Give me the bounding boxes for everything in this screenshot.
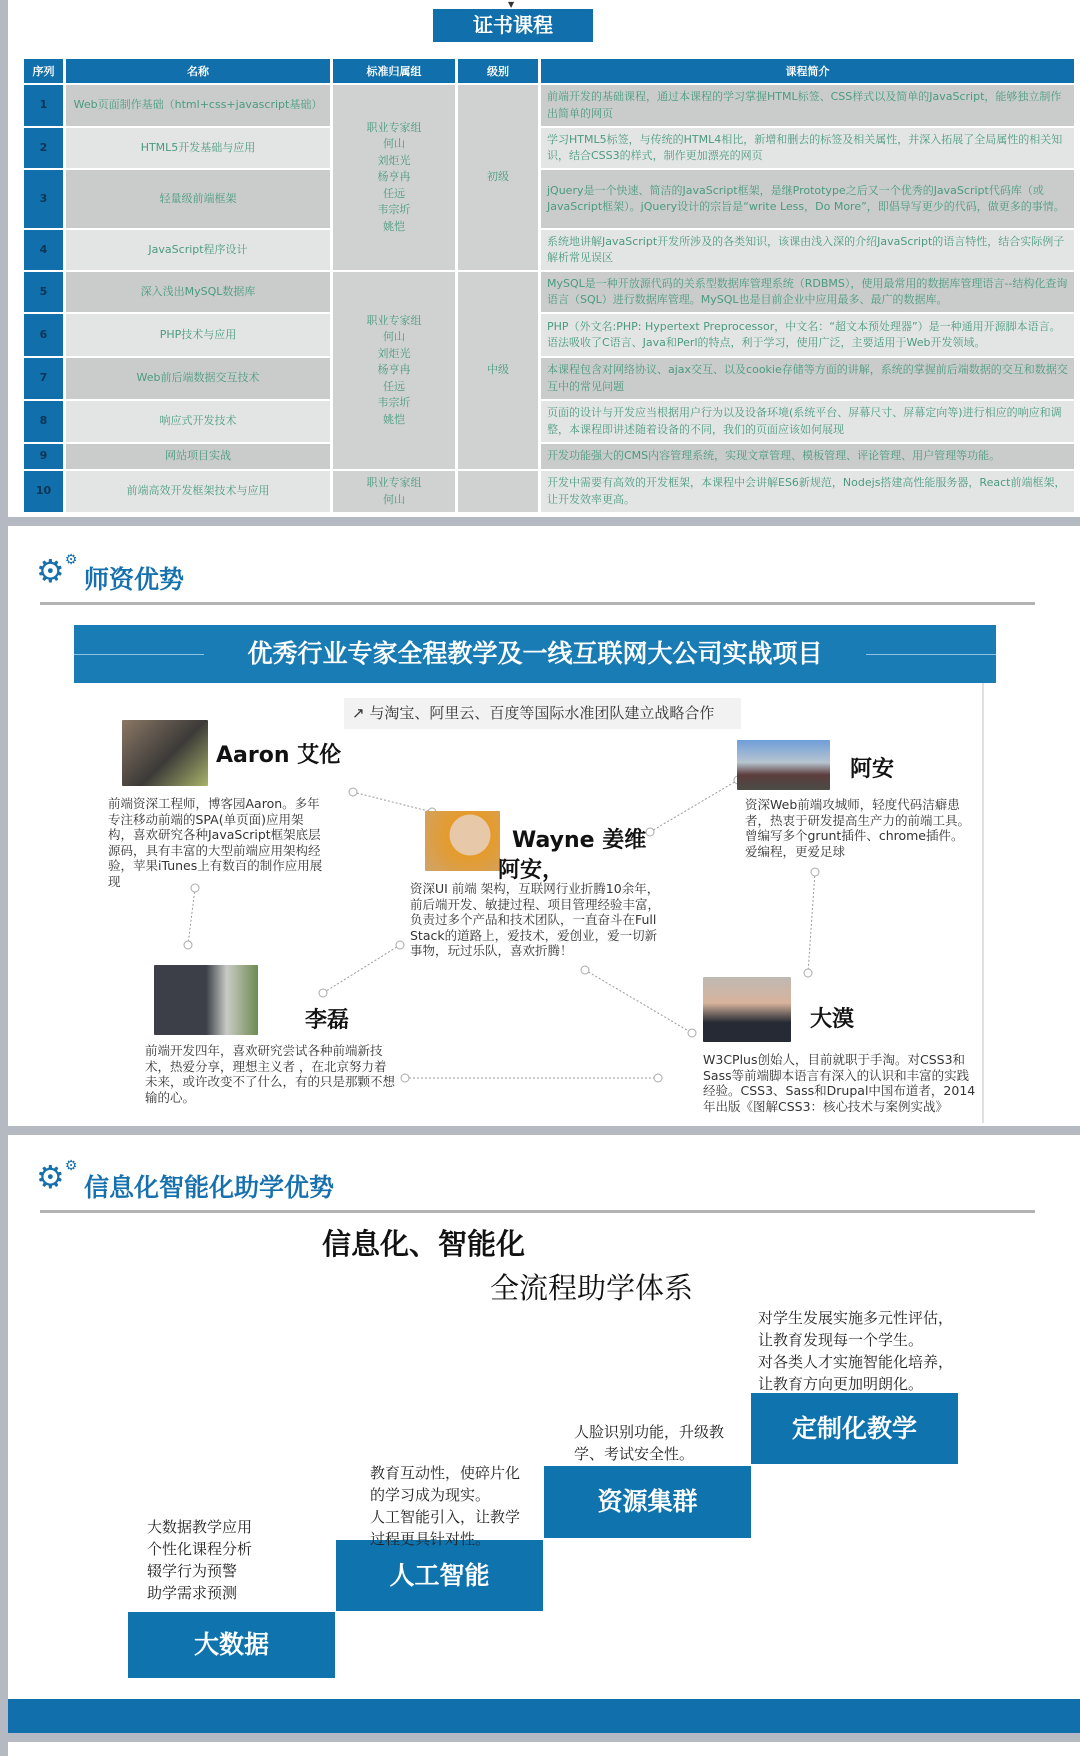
connector-node	[654, 1074, 662, 1082]
group-member: 任远	[383, 379, 405, 393]
section-divider	[0, 1733, 1080, 1742]
connector-line	[585, 970, 692, 1033]
smart-title-2: 全流程助学体系	[490, 1271, 694, 1305]
step-ai: 人工智能	[336, 1540, 543, 1611]
text-line: 人脸识别功能，升级教	[574, 1423, 725, 1441]
cert-title: 证书课程	[433, 9, 593, 42]
teacher-photo-wayne	[425, 811, 500, 871]
teacher-name: Aaron 艾伦	[216, 743, 342, 768]
cell-name: 响应式开发技术	[66, 401, 330, 442]
text-line: 人工智能引入，让教学	[370, 1508, 521, 1526]
cell-desc: PHP（外文名:PHP: Hypertext Preprocessor，中文名：“超文本预处理器”）是一种通用开源脚本语言。语法吸收了C语言、Java和Perl的特点，利于学习，使用广泛，主要适用于Web开发领域。	[541, 314, 1074, 356]
teacher-name: 阿安	[850, 757, 895, 782]
connector-node	[184, 941, 192, 949]
group-member: 韦宗圻	[377, 203, 411, 217]
gear-icon: ⚙⚙	[36, 1158, 78, 1196]
group-member: 姚恺	[383, 219, 405, 233]
connector-node	[396, 941, 404, 949]
divider	[40, 1210, 1035, 1213]
text-line: 助学需求预测	[147, 1584, 238, 1602]
header-level: 级别	[458, 59, 538, 83]
cell-desc: jQuery是一个快速、简洁的JavaScript框架，是继Prototype之后又一个优秀的JavaScript代码库（或JavaScript框架）。jQuery设计的宗旨是“write Less，Do More”，即倡导写更少的代码，做更多的事情。	[541, 170, 1074, 228]
header-name: 名称	[66, 59, 330, 83]
group-member: 职业专家组	[366, 313, 422, 327]
gear-icon: ⚙⚙	[36, 552, 78, 590]
teacher-name: 李磊	[305, 1008, 350, 1033]
cell-level: 中级	[458, 272, 538, 469]
connector-line	[808, 872, 815, 973]
connector-node	[646, 828, 654, 836]
group-member: 刘炬光	[377, 346, 411, 360]
step-custom-teaching: 定制化教学	[751, 1393, 958, 1464]
cell-seq: 1	[24, 85, 63, 126]
cell-name: Web前后端数据交互技术	[66, 358, 330, 399]
teacher-photo-lilei	[154, 965, 258, 1035]
group-member: 韦宗圻	[377, 396, 411, 410]
connector-node	[319, 989, 327, 997]
group-member: 何山	[383, 137, 405, 151]
group-member: 何山	[383, 330, 405, 344]
step-text-ai	[370, 1462, 520, 1550]
cell-desc: 系统地讲解JavaScript开发所涉及的各类知识，该课由浅入深的介绍JavaScript的语言特性，结合实际例子解析常见误区	[541, 230, 1074, 270]
text-line: 的学习成为现实。	[370, 1486, 491, 1504]
connector-line	[650, 780, 738, 832]
cell-seq: 10	[24, 471, 63, 512]
connector-node	[811, 868, 819, 876]
cell-name: 前端高效开发框架技术与应用	[66, 471, 330, 512]
cell-level: 初级	[458, 85, 538, 270]
group-member: 姚恺	[383, 412, 405, 426]
teacher-desc: 前端资深工程师，博客园Aaron。多年专注移动前端的SPA(单页面)应用架构，喜欢研究各种JavaScript框架底层源码，具有丰富的大型前端应用架构经验，苹果iTunes上有数百的制作应用展现	[108, 796, 323, 889]
step-resource-cluster: 资源集群	[544, 1466, 751, 1538]
cell-seq: 5	[24, 272, 63, 312]
group-member: 杨亨冉	[377, 363, 411, 377]
cell-seq: 6	[24, 314, 63, 356]
connector-node	[688, 1029, 696, 1037]
pin-icon: ▼	[508, 0, 515, 9]
cell-seq: 8	[24, 401, 63, 442]
cell-name: 深入浅出MySQL数据库	[66, 272, 330, 312]
cell-seq: 9	[24, 444, 63, 469]
connector-node	[401, 1074, 409, 1082]
cell-seq: 2	[24, 128, 63, 168]
section-heading-teachers: 师资优势	[84, 565, 185, 594]
cell-name: JavaScript程序设计	[66, 230, 330, 270]
connector-node	[581, 966, 589, 974]
cell-desc: 学习HTML5标签，与传统的HTML4相比，新增和删去的标签及相关属性，并深入拓展了全局属性的相关知识，结合CSS3的样式，制作更加漂亮的网页	[541, 128, 1074, 168]
teacher-name: 大漠	[810, 1007, 855, 1032]
teacher-photo-aaron	[122, 720, 208, 786]
text-line: 学、考试安全性。	[574, 1445, 695, 1463]
cell-desc: 页面的设计与开发应当根据用户行为以及设备环境(系统平台、屏幕尺寸、屏幕定向等)进行相应的响应和调整，本课程即讲述随着设备的不同，我们的页面应该如何展现	[541, 401, 1074, 442]
connector-node	[804, 969, 812, 977]
cell-name: 轻量级前端框架	[66, 170, 330, 228]
text-line: 让教育方向更加明朗化。	[758, 1375, 924, 1393]
text-line: 个性化课程分析	[147, 1540, 253, 1558]
teacher-desc: W3CPlus创始人，目前就职于手淘。对CSS3和Sass等前端脚本语言有深入的认识和丰富的实践经验。CSS3、Sass和Drupal中国布道者，2014年出版《图解CSS3：核心技术与案例实战》	[703, 1052, 976, 1114]
banner-title: 优秀行业专家全程教学及一线互联网大公司实战项目	[247, 639, 823, 668]
cell-desc: MySQL是一种开放源代码的关系型数据库管理系统（RDBMS），使用最常用的数据库管理语言--结构化查询语言（SQL）进行数据库管理。MySQL也是目前企业中应用最多、最广的数据库。	[541, 272, 1074, 312]
text-line: 教育互动性，使碎片化	[370, 1464, 521, 1482]
header-desc: 课程简介	[541, 59, 1074, 83]
teacher-desc: 前端开发四年，喜欢研究尝试各种前端新技术，热爱分享，理想主义者 ，在北京努力着未来，或许改变不了什么，有的只是那颗不想输的心。	[145, 1043, 396, 1105]
group-member: 刘炬光	[377, 153, 411, 167]
cell-seq: 3	[24, 170, 63, 228]
teacher-photo-damo	[703, 977, 791, 1042]
cell-name: 网站项目实战	[66, 444, 330, 469]
header-group: 标准归属组	[333, 59, 455, 83]
footer-bar	[8, 1699, 1080, 1733]
cell-desc: 本课程包含对网络协议、ajax交互、以及cookie存储等方面的讲解，系统的掌握前后端数据的交互和数据交互中的常见问题	[541, 358, 1074, 399]
cell-desc: 开发功能强大的CMS内容管理系统，实现文章管理、模板管理、评论管理、用户管理等功能。	[541, 444, 1074, 469]
teacher-name-alt: 阿安，	[498, 858, 565, 883]
cell-name: PHP技术与应用	[66, 314, 330, 356]
group-member: 职业专家组	[366, 120, 422, 134]
cell-desc: 前端开发的基础课程，通过本课程的学习掌握HTML标签、CSS样式以及简单的JavaScript，能够独立制作出简单的网页	[541, 85, 1074, 126]
group-member: 何山	[383, 492, 405, 506]
connector-node	[349, 788, 357, 796]
cell-desc: 开发中需要有高效的开发框架，本课程中会讲解ES6新规范，Nodejs搭建高性能服务器，React前端框架，让开发效率更高。	[541, 471, 1074, 512]
section-heading-smart: 信息化智能化助学优势	[84, 1173, 335, 1202]
cell-name: HTML5开发基础与应用	[66, 128, 330, 168]
step-text-resource	[574, 1421, 724, 1465]
partner-tagline: ↗ 与淘宝、阿里云、百度等国际水准团队建立战略合作	[344, 698, 741, 729]
header-seq: 序列	[24, 59, 63, 83]
teacher-desc: 资深Web前端攻城师，轻度代码洁癖患者，热衷于研发提高生产力的前端工具。曾编写多个grunt插件、chrome插件。爱编程，更爱足球	[745, 797, 971, 859]
teacher-desc: 资深UI 前端 架构，互联网行业折腾10余年，前后端开发、敏捷过程、项目管理经验丰富，负责过多个产品和技术团队，一直奋斗在Full Stack的道路上，爱技术，爱创业，爱一切新事物，玩过乐队，喜欢折腾！	[410, 881, 661, 958]
text-line: 对学生发展实施多元性评估，	[758, 1309, 954, 1327]
section-divider	[0, 1126, 1080, 1135]
group-member: 杨亨冉	[377, 170, 411, 184]
teacher-photo-aan	[737, 740, 830, 790]
text-line: 让教育发现每一个学生。	[758, 1331, 924, 1349]
cell-name: Web页面制作基础（html+css+javascript基础）	[66, 85, 330, 126]
text-line: 过程更具针对性。	[370, 1530, 491, 1548]
smart-title-1: 信息化、智能化	[322, 1227, 526, 1261]
step-big-data: 大数据	[128, 1612, 335, 1678]
connector-line	[188, 888, 195, 945]
text-line: 对各类人才实施智能化培养，	[758, 1353, 954, 1371]
connector-line	[323, 945, 400, 993]
group-member: 任远	[383, 186, 405, 200]
cell-seq: 4	[24, 230, 63, 270]
connector-line	[353, 792, 432, 812]
teacher-name: Wayne 姜维	[512, 828, 647, 853]
step-text-custom	[758, 1307, 953, 1395]
text-line: 大数据教学应用	[147, 1518, 253, 1536]
text-line: 辍学行为预警	[147, 1562, 238, 1580]
group-member: 职业专家组	[366, 476, 422, 489]
step-text-big-data	[147, 1516, 252, 1604]
cell-seq: 7	[24, 358, 63, 399]
